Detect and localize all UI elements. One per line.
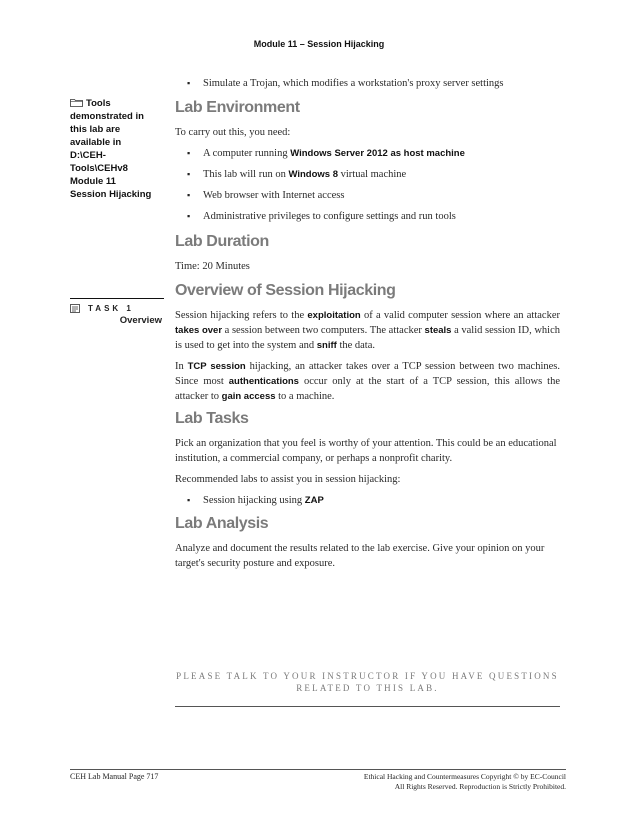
lab-tasks-section bbox=[175, 409, 560, 508]
tools-note-line: available in bbox=[70, 137, 122, 148]
task-icon bbox=[70, 304, 80, 313]
list-item: ▪ Simulate a Trojan, which modifies a workstation's proxy server settings bbox=[175, 76, 560, 91]
list-item: ▪ This lab will run on Windows 8 virtual machine bbox=[175, 167, 560, 182]
list-item: ▪ A computer running Windows Server 2012 as host machine bbox=[175, 146, 560, 161]
keyword: TCP session bbox=[187, 361, 246, 372]
footer-copyright-line: Ethical Hacking and Countermeasures Copyright © by EC-Council bbox=[363, 772, 566, 781]
footer-divider bbox=[70, 769, 566, 770]
task-marker bbox=[70, 298, 164, 326]
section-heading: Lab Environment bbox=[175, 99, 300, 116]
footer-copyright-line: All Rights Reserved. Reproduction is Strictly Prohibited. bbox=[394, 782, 566, 791]
task-sub-label: Overview bbox=[119, 315, 162, 326]
tools-note-line: this lab are bbox=[70, 124, 121, 135]
lab-duration-section bbox=[175, 232, 560, 274]
keyword: steals bbox=[424, 325, 452, 336]
overview-section bbox=[175, 281, 560, 404]
top-bullet-block bbox=[175, 76, 560, 91]
tools-note-line: demonstrated in bbox=[70, 111, 144, 122]
section-heading: Lab Duration bbox=[175, 233, 269, 250]
overview-paragraph-1: Session hijacking refers to the exploitation of a valid computer session where an attacker takes over a session between two computers. The attacker steals a valid session ID, which is used to get into the system and sniff the data. bbox=[175, 310, 560, 351]
instructor-note-line: PLEASE TALK TO YOUR INSTRUCTOR IF YOU HAVE QUESTIONS bbox=[176, 671, 559, 681]
tasks-paragraph-1: Pick an organization that you feel is worthy of your attention. This could be an educational institution, a commercial company, or perhaps a nonprofit charity. bbox=[175, 438, 557, 464]
lab-analysis-section bbox=[175, 514, 560, 571]
footer-page-label: CEH Lab Manual Page 717 bbox=[70, 772, 159, 781]
section-heading: Overview of Session Hijacking bbox=[175, 282, 396, 299]
page-header: Module 11 – Session Hijacking bbox=[253, 39, 385, 49]
keyword: Windows Server 2012 as host machine bbox=[290, 148, 465, 159]
analysis-text: Analyze and document the results related to the lab exercise. Give your opinion on your target's security posture and exposure. bbox=[175, 543, 545, 569]
list-item: ▪ Administrative privileges to configure settings and run tools bbox=[175, 209, 560, 224]
tools-note-line: Session Hijacking bbox=[70, 189, 152, 200]
tools-note-line: Module 11 bbox=[70, 176, 116, 187]
keyword: Windows 8 bbox=[288, 169, 338, 180]
keyword: takes over bbox=[175, 325, 223, 336]
tools-note bbox=[70, 97, 166, 201]
tools-note-line: D:\CEH- bbox=[70, 150, 106, 161]
task-label: TASK 1 bbox=[88, 304, 134, 313]
section-heading: Lab Tasks bbox=[175, 410, 249, 427]
list-item: ▪ Session hijacking using ZAP bbox=[175, 493, 560, 508]
duration-text: Time: 20 Minutes bbox=[175, 261, 250, 272]
footer-copyright bbox=[364, 772, 566, 792]
tasks-paragraph-2: Recommended labs to assist you in session hijacking: bbox=[175, 474, 401, 485]
instructor-note-line: RELATED TO THIS LAB. bbox=[296, 683, 439, 693]
tools-note-line: Tools\CEHv8 bbox=[70, 163, 128, 174]
section-heading: Lab Analysis bbox=[175, 515, 269, 532]
lab-environment-section bbox=[175, 98, 560, 224]
section-intro: To carry out this, you need: bbox=[175, 127, 291, 138]
list-item: ▪ Web browser with Internet access bbox=[175, 188, 560, 203]
instructor-note bbox=[175, 670, 560, 694]
overview-paragraph-2: In TCP session hijacking, an attacker takes over a TCP session between two machines. Since most authentications occur only at the start of a TCP session, this allows the attacker to gain access to a machine. bbox=[175, 361, 560, 402]
keyword: sniff bbox=[316, 340, 337, 351]
keyword: authentications bbox=[228, 376, 299, 387]
keyword: exploitation bbox=[307, 310, 361, 321]
tools-note-line: Tools bbox=[86, 98, 111, 109]
folder-icon bbox=[70, 98, 83, 107]
keyword: ZAP bbox=[304, 495, 324, 506]
divider bbox=[175, 706, 560, 707]
keyword: gain access bbox=[221, 391, 276, 402]
